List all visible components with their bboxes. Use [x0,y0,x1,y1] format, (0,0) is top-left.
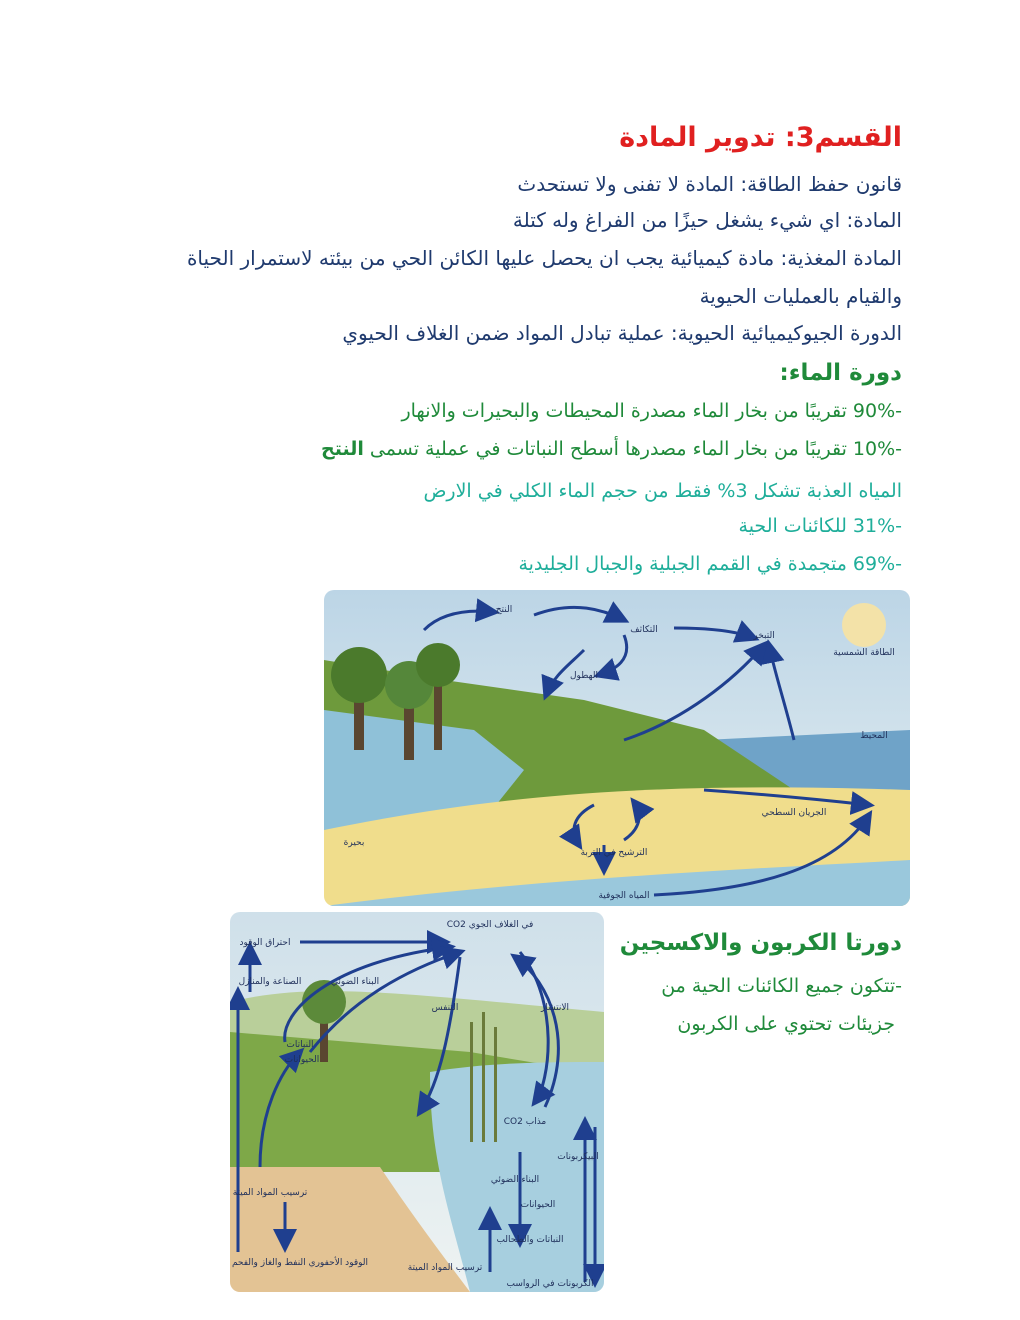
water-line-4: -31% للكائنات الحية [738,515,902,537]
label-animals: الحيوانات [284,1055,320,1065]
water-cycle-heading: دورة الماء: [779,360,902,386]
water-line-1: -90% تقريبًا من بخار الماء مصدرة المحيطات والبحيرات والانهار [401,400,902,422]
water-line-2 [321,438,902,460]
label-precipitation: الهطول [570,671,598,681]
label-solar: الطاقة الشمسية [833,648,895,658]
label-evaporation: التبخر [753,631,775,641]
label-ocean: المحيط [860,731,888,741]
label-animals-water: الحيوانات [520,1200,556,1210]
label-transpiration: النتح [495,605,513,615]
label-bicarbonates: البيكربونات [557,1152,599,1162]
label-fuel-burning: احتراق الوقود [239,938,291,948]
water-line-5: -69% متجمدة في القمم الجبلية والجبال الجليدية [518,553,902,575]
carbon-line-1: -تتكون جميع الكائنات الحية من [661,975,902,997]
label-atmosphere: CO2 في الغلاف الجوي [446,920,534,930]
water-cycle-diagram [324,590,910,906]
carbon-cycle-heading: دورتا الكربون والاكسجين [619,930,902,956]
label-plants-algae: النباتات والطحالب [496,1235,564,1245]
section-title: القسم3: تدوير المادة [619,122,902,153]
definition-nutrient: المادة المغذية: مادة كيميائية يجب ان يحصل عليها الكائن الحي من بيئته لاستمرار الحياة [186,246,902,270]
transpiration-term: النتح [321,438,364,460]
label-dissolved: CO2 مذاب [503,1117,547,1127]
carbon-line-2: جزيئات تحتوي على الكربون [677,1013,895,1035]
label-respiration: التنفس [431,1003,459,1013]
label-infiltration: الترشيح في التربة [580,848,648,858]
label-dead-deposition-water: ترسيب المواد الميتة [407,1263,483,1273]
label-condensation: التكاثف [630,625,658,635]
label-photosynthesis-water: البناء الضوئي [490,1175,540,1185]
label-fossil-fuel: الوقود الأحفوري النفط والغاز والفحم [231,1258,369,1268]
label-groundwater: المياه الجوفية [598,891,650,901]
definition-biogeochemical: الدورة الجيوكيميائية الحيوية: عملية تبادل المواد ضمن الغلاف الحيوي [342,321,902,345]
water-line-3: المياه العذبة تشكل 3% فقط من حجم الماء الكلي في الارض [423,480,902,502]
carbon-cycle-diagram [230,912,604,1292]
definition-energy: قانون حفظ الطاقة: المادة لا تفنى ولا تستحدث [517,172,902,196]
definition-matter: المادة: اي شيء يشغل حيزًا من الفراغ وله كتلة [512,208,902,232]
definition-nutrient-cont: والقيام بالعمليات الحيوية [699,284,902,308]
label-carbonates-sediment: الكربونات في الرواسب [506,1279,594,1289]
label-runoff: الجريان السطحي [761,808,827,818]
water-line-2-text: -10% تقريبًا من بخار الماء مصدرها أسطح النباتات في عملية تسمى [369,438,902,460]
label-plants: النباتات [286,1040,314,1050]
label-diffusion: الانتشار [541,1003,569,1013]
label-dead-deposition: ترسيب المواد الميتة [232,1188,308,1198]
label-lake: بحيرة [343,838,365,848]
label-industry: الصناعة والمنازل [238,977,302,987]
label-photosynthesis: البناء الضوئي [330,977,380,987]
